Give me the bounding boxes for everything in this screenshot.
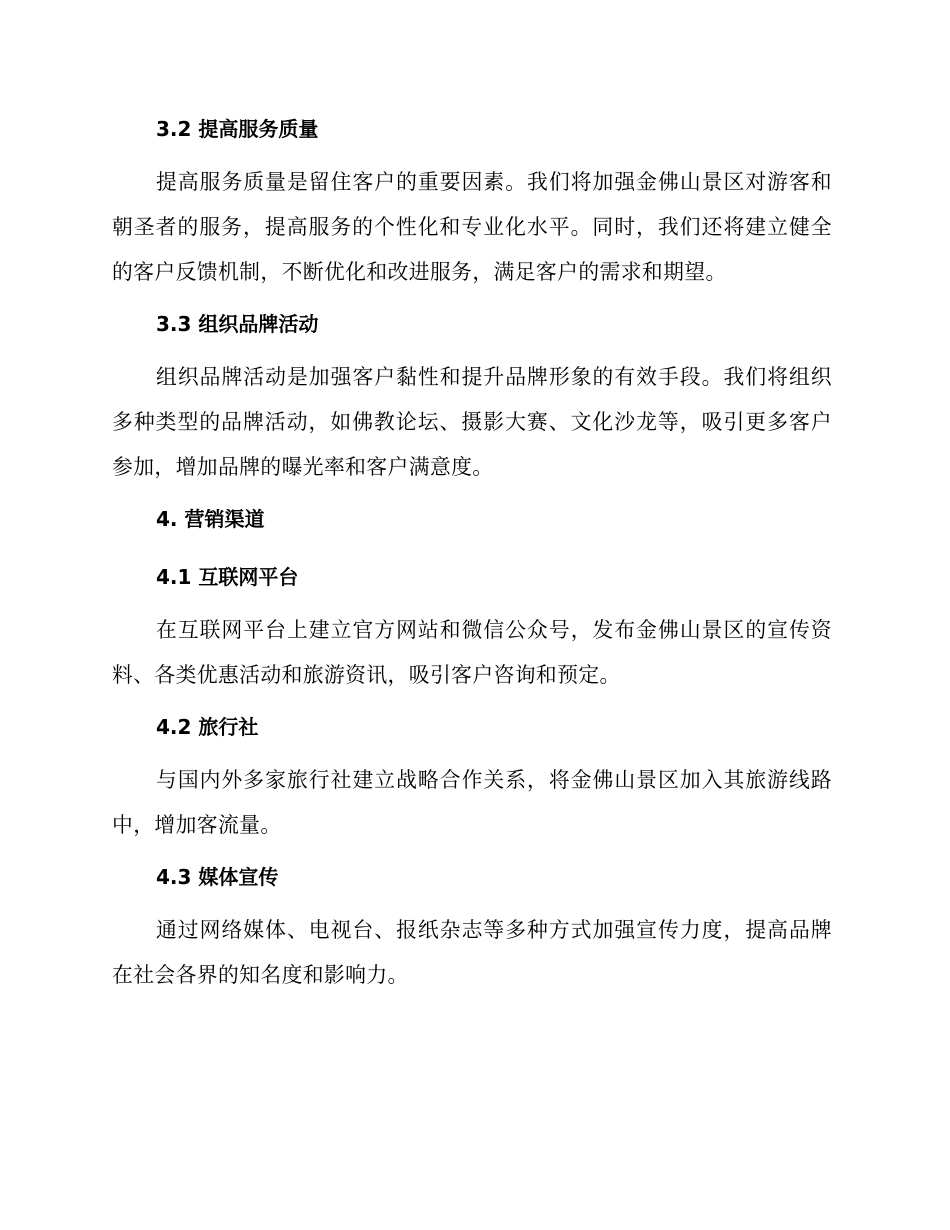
- section-heading-4-2: 4.2 旅行社: [156, 715, 259, 739]
- section-heading-4-1: 4.1 互联网平台: [156, 565, 299, 589]
- section-heading-3-3: 3.3 组织品牌活动: [156, 312, 319, 336]
- section-paragraph-3-3: 组织品牌活动是加强客户黏性和提升品牌形象的有效手段。我们将组织多种类型的品牌活动，如佛教论坛、摄影大赛、文化沙龙等，吸引更多客户参加，增加品牌的曝光率和客户满意度。: [112, 365, 832, 479]
- section-heading-4-3: 4.3 媒体宣传: [156, 865, 279, 889]
- section-heading-4: 4. 营销渠道: [156, 507, 265, 531]
- document-body: [112, 110, 832, 998]
- section-paragraph-4-3: 通过网络媒体、电视台、报纸杂志等多种方式加强宣传力度，提高品牌在社会各界的知名度和影响力。: [112, 918, 832, 987]
- section-paragraph-4-2: 与国内外多家旅行社建立战略合作关系，将金佛山景区加入其旅游线路中，增加客流量。: [112, 768, 832, 837]
- section-paragraph-3-2: 提高服务质量是留住客户的重要因素。我们将加强金佛山景区对游客和朝圣者的服务，提高服务的个性化和专业化水平。同时，我们还将建立健全的客户反馈机制，不断优化和改进服务，满足客户的需求和期望。: [112, 170, 832, 284]
- section-paragraph-4-1: 在互联网平台上建立官方网站和微信公众号，发布金佛山景区的宣传资料、各类优惠活动和旅游资讯，吸引客户咨询和预定。: [112, 618, 832, 687]
- section-heading-3-2: 3.2 提高服务质量: [156, 117, 319, 141]
